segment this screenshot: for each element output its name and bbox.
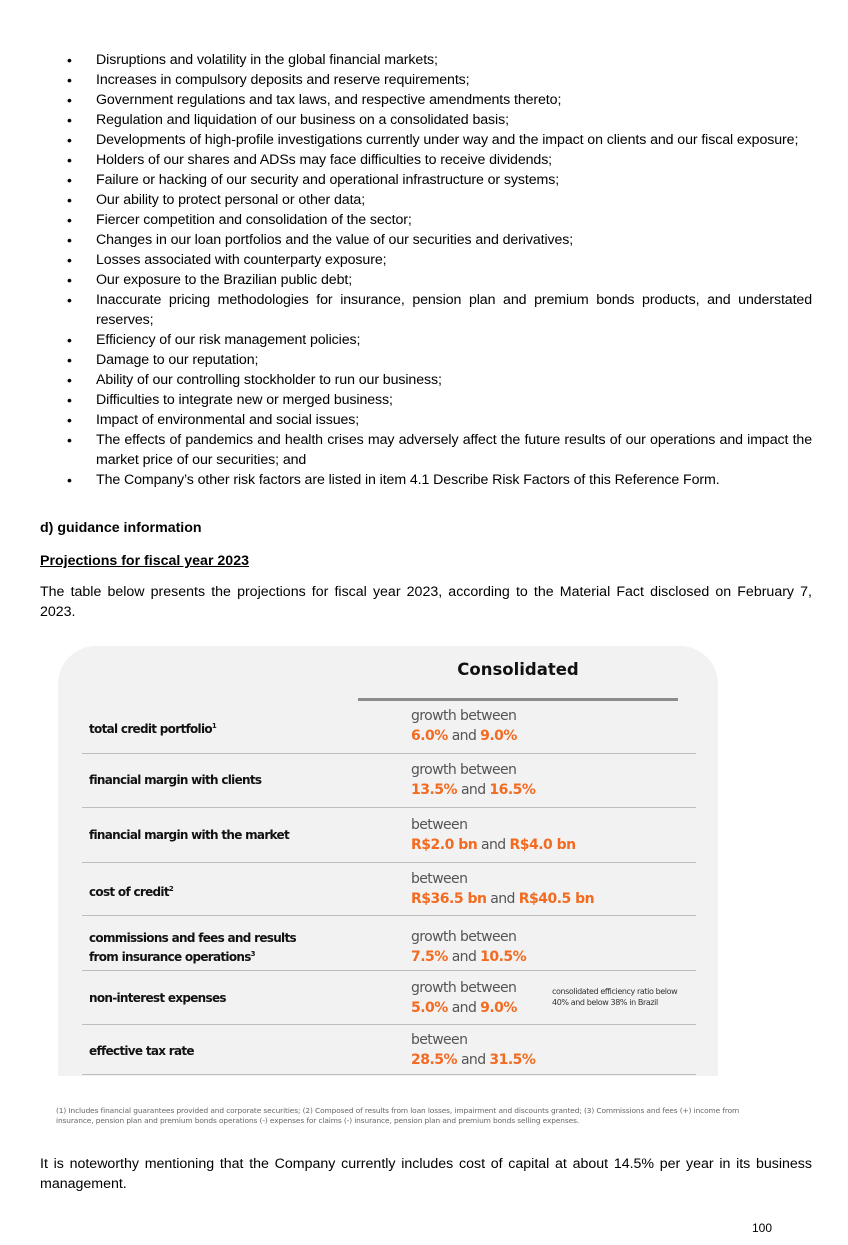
list-item: • Failure or hacking of our security and operational infrastructure or systems;: [40, 170, 812, 190]
table-footnote: (1) Includes financial guarantees provided and corporate securities; (2) Composed of results from loan losses, impairment and discounts granted; (3) Commissions and fees (+) income from insurance, pension plan and premium bonds operations (-) expenses for claims (-) insurance, pension plan and premium bonds selling expenses.: [56, 1106, 740, 1125]
closing-paragraph: It is noteworthy mentioning that the Company currently includes cost of capital at about 14.5% per year in its business management.: [40, 1156, 812, 1192]
section-subheading: Projections for fiscal year 2023: [40, 553, 249, 569]
risk-factor-list: [40, 50, 812, 490]
list-item: • Holders of our shares and ADSs may face difficulties to receive dividends;: [40, 150, 812, 170]
row-label: commissions and fees and results from insurance operations$^3$: [89, 931, 296, 964]
list-item: • Government regulations and tax laws, and respective amendments thereto;: [40, 90, 812, 110]
list-item: • Our ability to protect personal or other data;: [40, 190, 812, 210]
list-item: • Difficulties to integrate new or merged business;: [40, 390, 812, 410]
page-number: 100: [752, 1221, 773, 1235]
table-row: [82, 701, 696, 754]
section-heading: d) guidance information: [40, 520, 202, 536]
list-item: • Disruptions and volatility in the global financial markets;: [40, 50, 812, 70]
row-label: non-interest expenses: [89, 991, 226, 1005]
table-row: [82, 754, 696, 808]
row-value: growth between 13.5% and 16.5%: [411, 762, 536, 798]
row-value: growth between 5.0% and 9.0%: [411, 980, 517, 1016]
row-label: effective tax rate: [89, 1044, 194, 1058]
list-item: • Developments of high-profile investigations currently under way and the impact on clients and our fiscal exposure;: [40, 130, 812, 150]
list-item: • The effects of pandemics and health crises may adversely affect the future results of our operations and impact the market price of our securities; and: [40, 430, 812, 470]
list-item: • Fiercer competition and consolidation of the sector;: [40, 210, 812, 230]
column-header: Consolidated: [457, 660, 579, 679]
table-row: [82, 916, 696, 971]
list-item: • Changes in our loan portfolios and the value of our securities and derivatives;: [40, 230, 812, 250]
row-value: growth between 7.5% and 10.5%: [411, 929, 527, 965]
table-row: [82, 808, 696, 863]
list-item: • Increases in compulsory deposits and reserve requirements;: [40, 70, 812, 90]
list-item: • Impact of environmental and social issues;: [40, 410, 812, 430]
table-row: [82, 863, 696, 916]
list-item: • Damage to our reputation;: [40, 350, 812, 370]
list-item: • Ability of our controlling stockholder to run our business;: [40, 370, 812, 390]
row-value: growth between 6.0% and 9.0%: [411, 708, 517, 744]
list-item: • Efficiency of our risk management policies;: [40, 330, 812, 350]
row-label: financial margin with clients: [89, 773, 262, 787]
row-label: total credit portfolio$^1$: [89, 722, 217, 736]
table-row: [82, 1025, 696, 1075]
list-item: • Regulation and liquidation of our business on a consolidated basis;: [40, 110, 812, 130]
row-label: financial margin with the market: [89, 828, 289, 842]
intro-paragraph: The table below presents the projections for fiscal year 2023, according to the Material Fact disclosed on February 7, 2023.: [40, 584, 812, 620]
row-label: cost of credit$^2$: [89, 885, 174, 899]
list-item: • Our exposure to the Brazilian public debt;: [40, 270, 812, 290]
efficiency-note: consolidated efficiency ratio below 40% and below 38% in Brazil: [552, 987, 678, 1007]
list-item: • Losses associated with counterparty exposure;: [40, 250, 812, 270]
row-value: between R$2.0 bn and R$4.0 bn: [411, 817, 576, 853]
row-value: between 28.5% and 31.5%: [411, 1032, 536, 1068]
list-item: • The Company’s other risk factors are listed in item 4.1 Describe Risk Factors of this Reference Form.: [40, 470, 812, 490]
list-item: • Inaccurate pricing methodologies for insurance, pension plan and premium bonds products, and understated reserves;: [40, 290, 812, 330]
table-row: [82, 971, 696, 1025]
row-value: between R$36.5 bn and R$40.5 bn: [411, 871, 595, 907]
